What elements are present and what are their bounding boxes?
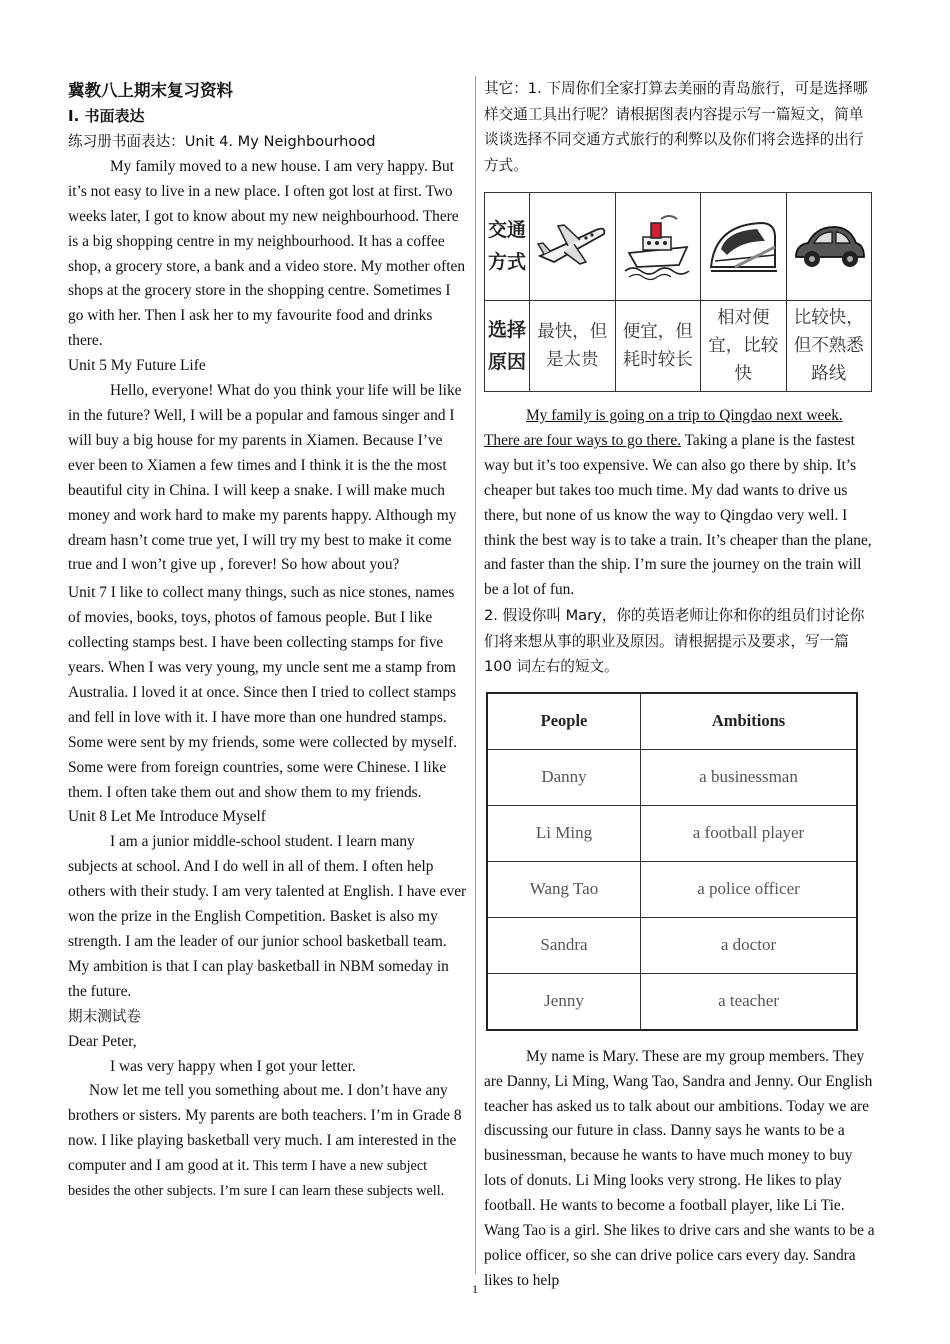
- plane-icon: [534, 216, 610, 276]
- letter-paragraph-2-main: Now let me tell you something about me. I don’t have any brothers or sisters. My parents are both teachers. I’m in Grade 8 now. I like playing basketball very much. I am interested in the computer and I am good at it.: [68, 1082, 462, 1175]
- workbook-heading: 练习册书面表达：Unit 4. My Neighbourhood: [68, 133, 376, 150]
- exam-heading: 期末测试卷: [68, 1007, 141, 1025]
- unit5-heading: Unit 5 My Future Life: [68, 357, 206, 375]
- table-row: [487, 973, 857, 1030]
- section-heading: Ⅰ. 书面表达: [68, 107, 145, 125]
- reason-row-header: 选择原因: [485, 300, 530, 391]
- person-name: Danny: [487, 749, 641, 805]
- reason-ship: 便宜，但耗时较长: [615, 300, 701, 391]
- car-cell: [786, 193, 872, 301]
- table-row: [487, 805, 857, 861]
- ambition-table-header: [487, 693, 857, 750]
- reason-plane: 最快，但是太贵: [530, 300, 616, 391]
- essay1-rest: Taking a plane is the fastest way but it’s too expensive. We can also go there by ship. It’s cheaper but takes too much time. My dad wants to drive us there, but none of us know the way to Qingdao very well. I think the best way is to take a train. It’s cheaper than the plane, and faster than the ship. I’m sure the journey on the train will be a lot of fun.: [484, 431, 872, 599]
- table-row: [487, 749, 857, 805]
- page-number: 1: [472, 1282, 478, 1296]
- unit8-heading: Unit 8 Let Me Introduce Myself: [68, 808, 266, 826]
- transport-table: [484, 192, 872, 392]
- task2-prompt: 2. 假设你叫 Mary，你的英语老师让你和你的组员们讨论你们将来想从事的职业及原因。请根据提示及要求，写一篇 100 词左右的短文。: [484, 607, 865, 676]
- train-icon: [705, 211, 781, 281]
- ship-cell: [615, 193, 701, 301]
- letter-greeting: Dear Peter,: [68, 1032, 137, 1050]
- train-cell: [701, 193, 787, 301]
- right-column: [484, 76, 878, 1294]
- unit7-essay: Unit 7 I like to collect many things, such as nice stones, names of movies, books, toys, photos of famous people. But I like collecting stamps best. I have been collecting stamps for five years. When I was very young, my uncle sent me a stamp from Australia. I loved it at once. Since then I tried to collect stamps and fell in love with it. I have more than one hundred stamps. Some were sent by my friends, some were collected by myself. Some were from foreign countries, some were Chinese. I like them. I often take them out and show them to my friends.: [68, 584, 457, 801]
- task1-prompt: 其它：1. 下周你们全家打算去美丽的青岛旅行，可是选择哪样交通工具出行呢？请根据图表内容提示写一篇短文，简单谈谈选择不同交通方式旅行的利弊以及你们将会选择的出行方式。: [484, 80, 868, 174]
- person-name: Li Ming: [487, 805, 641, 861]
- unit4-essay: My family moved to a new house. I am very happy. But it’s not easy to live in a new place. I often got lost at first. Two weeks later, I got to know about my new neighbourhood. There is a big shopping centre in my neighbourhood. It has a coffee shop, a grocery store, a bank and a video store. My mother often shops at the grocery store in the shopping centre. Sometimes I go with her. Then I ask her to my favourite food and drinks there.: [68, 157, 466, 350]
- left-column: [68, 76, 468, 1204]
- person-name: Sandra: [487, 917, 641, 973]
- document-title: 冀教八上期末复习资料: [68, 81, 233, 100]
- unit8-essay: I am a junior middle-school student. I learn many subjects at school. And I do well in all of them. I often help others with their study. I am very talented at English. I have ever won the prize in the English Competition. Basket is also my strength. I am the leader of our junior school basketball team. My ambition is that I can play basketball in NBM someday in the future.: [68, 833, 467, 1000]
- ambition-table: [486, 692, 858, 1031]
- reason-train: 相对便宜，比较快: [701, 300, 787, 391]
- essay1: [484, 404, 878, 603]
- person-ambition: a football player: [641, 805, 858, 861]
- person-ambition: a doctor: [641, 917, 858, 973]
- letter-paragraph-1: I was very happy when I got your letter.: [110, 1057, 356, 1075]
- column-divider: [475, 76, 476, 1274]
- person-name: Jenny: [487, 973, 641, 1030]
- letter-paragraph-2-small: This term I have a new subject besides the other subjects. I’m sure I can learn these subjects well.: [68, 1158, 445, 1200]
- table-row: [487, 861, 857, 917]
- essay1-underlined: My family is going on a trip to Qingdao next week. There are four ways to go there.: [484, 407, 843, 449]
- ship-icon: [621, 209, 695, 283]
- plane-cell: [530, 193, 616, 301]
- transport-row-header: 交通方式: [485, 193, 530, 301]
- person-name: Wang Tao: [487, 861, 641, 917]
- car-icon: [790, 217, 868, 275]
- table-row: [487, 917, 857, 973]
- person-ambition: a police officer: [641, 861, 858, 917]
- ambitions-header: Ambitions: [641, 693, 858, 750]
- person-ambition: a teacher: [641, 973, 858, 1030]
- person-ambition: a businessman: [641, 749, 858, 805]
- people-header: People: [487, 693, 641, 750]
- unit5-essay: Hello, everyone! What do you think your life will be like in the future? Well, I will be a popular and famous singer and I will buy a big house for my parents in Xiamen. Because I’ve ever been to Xiamen a few times and I think it is the the most beautiful city in China. I will keep a snake. I will make much money and work hard to make my parents happy. Although my dream hasn’t come true yet, I will try my best to make it come true and I won’t give up , forever! So how about you?: [68, 382, 462, 574]
- letter-paragraph-2: [68, 1079, 468, 1204]
- reason-car: 比较快，但不熟悉路线: [786, 300, 872, 391]
- essay2: My name is Mary. These are my group members. They are Danny, Li Ming, Wang Tao, Sandra and Jenny. Our English teacher has asked us to talk about our ambitions. Today we are discussing our future in class. Danny says he wants to be a businessman, because he wants to have much money to buy lots of donuts. Li Ming looks very strong. He likes to play football. He wants to become a football player, like Li Tie. Wang Tao is a girl. She likes to drive cars and she wants to be a police officer, so she can drive police cars every day. Sandra likes to help: [484, 1047, 875, 1289]
